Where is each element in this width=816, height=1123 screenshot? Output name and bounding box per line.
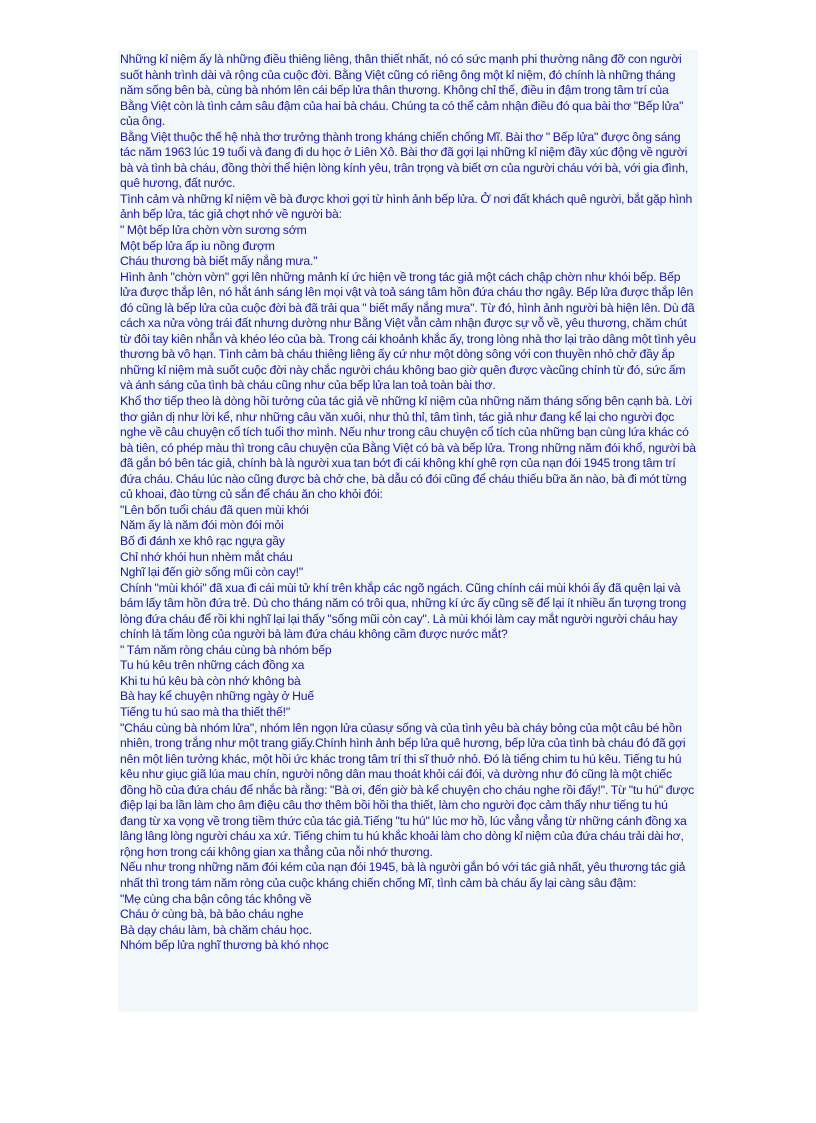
poem-line: Cháu thương bà biết mấy nắng mưa." <box>120 254 318 269</box>
poem-line: Tiếng tu hú sao mà tha thiết thế!" <box>120 704 291 719</box>
poem-line: Bà dạy cháu làm, bà chăm cháu học. <box>120 922 312 937</box>
poem-line: Chỉ nhớ khói hun nhèm mắt cháu <box>120 549 293 564</box>
paragraph-analysis: Hình ảnh "chờn vờn" gợi lên những mảnh kí ức hiện về trong tác giả một cách chập chờn như khói bếp. Bếp lửa được thắp lên, nó hắt ánh sáng lên mọi vật và toả sáng tâm hồn đứa cháu thơ ngây. Bếp lửa được thắp lên đó cũng là bếp lửa của cuộc đời bà đã trải qua " biết mấy nắng mưa". Từ đó, hình ảnh người bà hiện lên. Dù đã cách xa nửa vòng trái đất nhưng dường như Bằng Việt vẫn cảm nhận được sự vỗ về, yêu thương, chăm chút từ đôi tay kiên nhẫn và khéo léo của bà. Trong cái khoảnh khắc ấy, trong lòng nhà thơ lại trào dâng một tình yêu thương bà vô hạn. Tình cảm bà cháu thiêng liêng ấy cứ như một dòng sông với con thuyền nhỏ chở đầy ắp những kỉ niệm mà suốt cuộc đời này chắc người cháu không bao giờ quên được vàcũng chính từ đó, sức ấm và ánh sáng của tình bà cháu cũng như của bếp lửa lan toả toàn bài thơ. <box>120 269 696 393</box>
paragraph-analysis: Nếu như trong những năm đói kém của nạn đói 1945, bà là người gắn bó với tác giả nhất, yêu thương tác giả nhất thì trong tám năm ròng của cuộc kháng chiến chống Mĩ, tình cảm bà cháu ấy lại càng sâu đậm: <box>120 860 686 890</box>
paragraph-analysis: Chính "mùi khói" đã xua đi cái mùi tử khí trên khắp các ngõ ngách. Cũng chính cái mùi khói ấy đã quện lại và bám lấy tâm hồn đứa trẻ. Dù cho tháng năm có trôi qua, những kí ức ấy cũng sẽ để lại ít nhiều ấn tượng trong lòng đứa cháu để rồi khi nghĩ lại lại thấy "sống mũi còn cay". Là mùi khói làm cay mắt người người cháu hay chính là tấm lòng của người bà làm đứa cháu không cầm được nước mắt? <box>120 580 687 642</box>
poem-line: Bà hay kể chuyện những ngày ở Huế <box>120 689 315 704</box>
poem-line: Khi tu hú kêu bà còn nhớ không bà <box>120 673 301 688</box>
paragraph-context: Tình cảm và những kỉ niệm về bà được khơi gợi từ hình ảnh bếp lửa. Ở nơi đất khách quê người, bắt gặp hình ảnh bếp lửa, tác giả chợt nhớ về người bà: <box>120 191 693 222</box>
poem-line: "Lên bốn tuổi cháu đã quen mùi khói <box>120 502 309 517</box>
poem-line: Cháu ở cùng bà, bà bảo cháu nghe <box>120 907 304 922</box>
essay-text-block <box>118 50 698 1012</box>
paragraph-intro: Những kỉ niệm ấy là những điều thiêng liêng, thân thiết nhất, nó có sức mạnh phi thường nâng đỡ con người suốt hành trình dài và rộng của cuộc đời. Bằng Việt cũng có riêng ông một kỉ niệm, đó chính là những tháng năm sống bên bà, cùng bà nhóm lên cái bếp lửa thân thương. Không chỉ thế, điều in đậm trong tâm trí của Bằng Việt còn là tình cảm sâu đậm của hai bà cháu. Chúng ta có thể cảm nhận điều đó qua bài thơ "Bếp lửa" của ông. <box>120 52 684 129</box>
poem-line: "Mẹ cùng cha bận công tác không về <box>120 891 312 906</box>
poem-line: " Một bếp lửa chờn vờn sương sớm <box>120 223 307 238</box>
poem-line: Nhóm bếp lửa nghĩ thương bà khó nhọc <box>120 938 329 953</box>
poem-line: Năm ấy là năm đói mòn đói mỏi <box>120 518 284 533</box>
paragraph-analysis: "Cháu cùng bà nhóm lửa", nhóm lên ngọn lửa củasự sống và của tình yêu bà cháy bỏng của một câu bé hồn nhiên, trong trắng như một trang giấy.Chính hình ảnh bếp lửa quê hương, bếp lửa của tình bà cháu đó đã gợi nên một liên tưởng khác, một hồi ức khác trong tâm trí thi sĩ thuở nhỏ. Đó là tiếng chim tu hú kêu. Tiếng tu hú kêu như giục giã lúa mau chín, người nông dân mau thoát khỏi cái đói, và dường như đó cũng là một chiếc đồng hồ của đứa cháu để nhắc bà rằng: "Bà ơi, đến giờ bà kể chuyện cho cháu nghe rồi đấy!". Từ "tu hú" được điệp lại ba lần làm cho âm điệu câu thơ thêm bồi hồi tha thiết, làm cho người đọc cảm thấy như tiếng tu hú đang từ xa vọng về trong tiềm thức của tác giả.Tiếng "tu hú" lúc mơ hồ, lúc vẳng vẳng từ những cánh đồng xa lâng lâng lòng người cháu xa xứ. Tiếng chim tu hú khắc khoải làm cho dòng kỉ niệm của đứa cháu trải dài hơ, rộng hơn trong cái không gian xa thẳng của nỗi nhớ thương. <box>120 720 695 859</box>
poem-line: Nghĩ lại đến giờ sống mũi còn cay!" <box>120 565 304 580</box>
poem-line: Một bếp lửa ấp iu nồng đượm <box>120 238 275 253</box>
poem-line: Tu hú kêu trên những cách đồng xa <box>120 658 305 673</box>
poem-line: " Tám năm ròng cháu cùng bà nhóm bếp <box>120 642 332 657</box>
paragraph-analysis: Khổ thơ tiếp theo là dòng hồi tưởng của tác giả về những kỉ niệm của những năm tháng sống bên cạnh bà. Lời thơ giản dị như lời kể, như những câu văn xuôi, như thủ thỉ, tâm tình, tác giả như đang kể lại cho người đọc nghe về câu chuyện cổ tích tuổi thơ mình. Nếu như trong câu chuyện cổ tích của những bạn cùng lứa khác có bà tiên, có phép màu thì trong câu chuyện của Bằng Việt có bà và bếp lửa. Trong những năm đói khổ, người bà đã gắn bó bên tác giả, chính bà là người xua tan bớt đi cái không khí ghê rợn của nạn đói 1945 trong tâm trí đứa cháu. Cháu lúc nào cũng được bà chở che, bà dẫu có đói cũng để cháu thiếu bữa ăn nào, bà đi mót từng củ khoai, đào từng củ sắn để cháu ăn cho khỏi đói: <box>120 394 696 502</box>
poem-line: Bố đi đánh xe khô rạc ngựa gầy <box>120 533 285 548</box>
paragraph-author: Bằng Việt thuộc thế hệ nhà thơ trưởng thành trong kháng chiến chống Mĩ. Bài thơ " Bếp lửa" được ông sáng tác năm 1963 lúc 19 tuổi và đang đi du học ở Liên Xô. Bài thơ đã gợi lại những kỉ niệm đầy xúc động về người bà và tình bà cháu, đồng thời thể hiện lòng kính yêu, trân trọng và biết ơn của người cháu với bà, với gia đình, quê hương, đất nước. <box>120 129 689 191</box>
